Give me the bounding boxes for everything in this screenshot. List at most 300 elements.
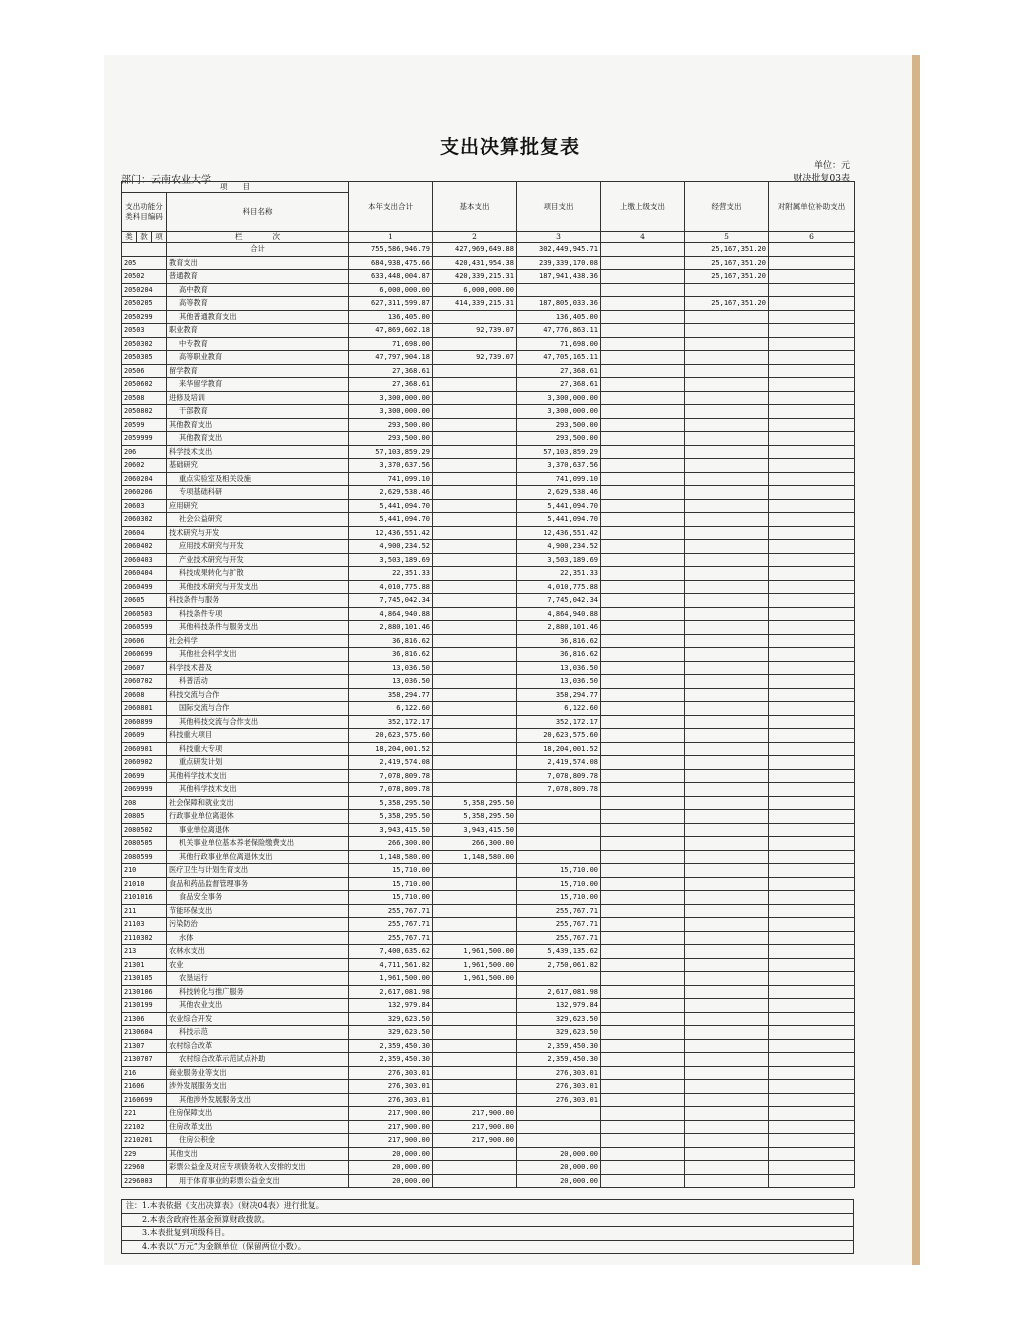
total-cell: 255,767.71	[349, 918, 433, 932]
subsidy-cell	[769, 877, 855, 891]
code-cell: 2060403	[122, 553, 167, 567]
basic-cell	[433, 742, 517, 756]
subsidy-cell	[769, 931, 855, 945]
total-cell: 5,358,295.50	[349, 796, 433, 810]
basic-cell	[433, 499, 517, 513]
table-row	[122, 675, 855, 689]
subsidy-cell	[769, 621, 855, 635]
subject-name-cell: 农业	[167, 958, 349, 972]
table-row	[122, 391, 855, 405]
subsidy-cell	[769, 1080, 855, 1094]
basic-cell	[433, 405, 517, 419]
total-cell: 71,698.00	[349, 337, 433, 351]
total-cell: 47,797,904.18	[349, 351, 433, 365]
project-cell	[517, 1120, 601, 1134]
code-cell: 2060702	[122, 675, 167, 689]
subsidy-cell	[769, 432, 855, 446]
total-cell: 13,036.50	[349, 661, 433, 675]
subsidy-cell	[769, 1066, 855, 1080]
table-row	[122, 540, 855, 554]
upper-cell	[601, 432, 685, 446]
business-cell	[685, 958, 769, 972]
subject-name-cell: 科技转化与推广服务	[167, 985, 349, 999]
subsidy-cell	[769, 675, 855, 689]
upper-cell	[601, 985, 685, 999]
business-cell	[685, 1147, 769, 1161]
business-cell	[685, 999, 769, 1013]
basic-cell	[433, 1161, 517, 1175]
upper-cell	[601, 243, 685, 257]
project-cell: 239,339,170.08	[517, 256, 601, 270]
total-cell: 6,000,000.00	[349, 283, 433, 297]
subsidy-cell	[769, 702, 855, 716]
upper-cell	[601, 891, 685, 905]
business-cell	[685, 364, 769, 378]
table-row	[122, 810, 855, 824]
basic-cell	[433, 1066, 517, 1080]
table-row	[122, 904, 855, 918]
project-cell: 20,623,575.60	[517, 729, 601, 743]
subsidy-cell	[769, 1120, 855, 1134]
project-cell: 187,941,438.36	[517, 270, 601, 284]
subject-name-cell: 其他社会科学支出	[167, 648, 349, 662]
total-cell: 329,623.50	[349, 1026, 433, 1040]
business-cell: 25,167,351.20	[685, 270, 769, 284]
upper-cell	[601, 621, 685, 635]
code-cell: 2050802	[122, 405, 167, 419]
subject-name-cell: 国际交流与合作	[167, 702, 349, 716]
business-cell	[685, 1066, 769, 1080]
subject-name-cell: 产业技术研究与开发	[167, 553, 349, 567]
subject-name-cell: 其他科学技术支出	[167, 769, 349, 783]
business-cell	[685, 985, 769, 999]
project-cell	[517, 810, 601, 824]
basic-cell	[433, 756, 517, 770]
project-cell	[517, 972, 601, 986]
total-cell: 6,122.60	[349, 702, 433, 716]
total-cell: 36,816.62	[349, 648, 433, 662]
basic-cell	[433, 999, 517, 1013]
subject-name-cell: 应用研究	[167, 499, 349, 513]
project-cell: 293,500.00	[517, 418, 601, 432]
subsidy-cell	[769, 661, 855, 675]
subsidy-cell	[769, 540, 855, 554]
subsidy-cell	[769, 715, 855, 729]
upper-cell	[601, 459, 685, 473]
table-row	[122, 1120, 855, 1134]
total-cell: 358,294.77	[349, 688, 433, 702]
header-basic: 基本支出	[433, 182, 517, 232]
table-row	[122, 432, 855, 446]
code-cell: 211	[122, 904, 167, 918]
subsidy-cell	[769, 391, 855, 405]
subsidy-cell	[769, 310, 855, 324]
subsidy-cell	[769, 1026, 855, 1040]
total-cell: 5,441,094.70	[349, 499, 433, 513]
header-subsidy: 对附属单位补助支出	[769, 182, 855, 232]
subsidy-cell	[769, 972, 855, 986]
col-num-5: 5	[685, 232, 769, 243]
subsidy-cell	[769, 324, 855, 338]
table-row	[122, 378, 855, 392]
subject-name-cell: 污染防治	[167, 918, 349, 932]
business-cell	[685, 648, 769, 662]
code-cell: 20609	[122, 729, 167, 743]
code-cell: 20508	[122, 391, 167, 405]
subsidy-cell	[769, 1161, 855, 1175]
upper-cell	[601, 1134, 685, 1148]
business-cell	[685, 378, 769, 392]
total-cell: 57,103,859.29	[349, 445, 433, 459]
table-row	[122, 1053, 855, 1067]
paper-edge	[912, 55, 920, 1265]
table-row	[122, 1080, 855, 1094]
subsidy-cell	[769, 648, 855, 662]
header-business: 经营支出	[685, 182, 769, 232]
table-row	[122, 351, 855, 365]
subject-name-cell: 高等职业教育	[167, 351, 349, 365]
table-row	[122, 621, 855, 635]
business-cell	[685, 1174, 769, 1188]
total-cell: 3,370,637.56	[349, 459, 433, 473]
total-cell: 20,000.00	[349, 1161, 433, 1175]
business-cell	[685, 783, 769, 797]
subsidy-cell	[769, 823, 855, 837]
code-cell: 208	[122, 796, 167, 810]
business-cell	[685, 823, 769, 837]
basic-cell	[433, 418, 517, 432]
upper-cell	[601, 688, 685, 702]
subsidy-cell	[769, 999, 855, 1013]
total-cell: 36,816.62	[349, 634, 433, 648]
subject-name-cell: 涉外发展服务支出	[167, 1080, 349, 1094]
upper-cell	[601, 769, 685, 783]
upper-cell	[601, 337, 685, 351]
project-cell: 4,900,234.52	[517, 540, 601, 554]
basic-cell: 420,431,954.38	[433, 256, 517, 270]
business-cell	[685, 972, 769, 986]
upper-cell	[601, 796, 685, 810]
basic-cell: 414,339,215.31	[433, 297, 517, 311]
table-row	[122, 1066, 855, 1080]
upper-cell	[601, 297, 685, 311]
business-cell	[685, 283, 769, 297]
upper-cell	[601, 877, 685, 891]
project-cell: 302,449,945.71	[517, 243, 601, 257]
col-num-3: 3	[517, 232, 601, 243]
subject-name-cell: 基础研究	[167, 459, 349, 473]
table-row	[122, 1026, 855, 1040]
header-project: 项目支出	[517, 182, 601, 232]
subsidy-cell	[769, 850, 855, 864]
basic-cell	[433, 553, 517, 567]
total-cell: 3,503,189.69	[349, 553, 433, 567]
upper-cell	[601, 931, 685, 945]
upper-cell	[601, 256, 685, 270]
subject-name-cell: 其他农业支出	[167, 999, 349, 1013]
code-cell: 20506	[122, 364, 167, 378]
basic-cell	[433, 513, 517, 527]
subject-name-cell: 农业综合开发	[167, 1012, 349, 1026]
subsidy-cell	[769, 405, 855, 419]
project-cell: 15,710.00	[517, 864, 601, 878]
code-cell: 2296003	[122, 1174, 167, 1188]
subject-name-cell: 普通教育	[167, 270, 349, 284]
subsidy-cell	[769, 945, 855, 959]
business-cell	[685, 499, 769, 513]
note-1: 注：1.本表依据《支出决算表》（财决04表）进行批复。	[121, 1199, 854, 1214]
upper-cell	[601, 1174, 685, 1188]
code-cell: 2050299	[122, 310, 167, 324]
code-cell: 2130199	[122, 999, 167, 1013]
total-cell: 20,623,575.60	[349, 729, 433, 743]
business-cell	[685, 931, 769, 945]
basic-cell	[433, 634, 517, 648]
code-cell: 20605	[122, 594, 167, 608]
upper-cell	[601, 850, 685, 864]
table-row	[122, 850, 855, 864]
total-cell: 741,099.10	[349, 472, 433, 486]
subject-name-cell: 重点研发计划	[167, 756, 349, 770]
total-cell: 7,078,809.78	[349, 783, 433, 797]
basic-cell	[433, 891, 517, 905]
upper-cell	[601, 270, 685, 284]
subsidy-cell	[769, 1012, 855, 1026]
basic-cell	[433, 607, 517, 621]
upper-cell	[601, 1039, 685, 1053]
page-title: 支出决算批复表	[439, 136, 580, 158]
code-cell: 216	[122, 1066, 167, 1080]
code-cell: 2060801	[122, 702, 167, 716]
subject-name-cell: 农村综合改革示范试点补助	[167, 1053, 349, 1067]
table-row	[122, 931, 855, 945]
basic-cell: 5,358,295.50	[433, 796, 517, 810]
subject-name-cell: 其他支出	[167, 1147, 349, 1161]
code-cell: 206	[122, 445, 167, 459]
table-row	[122, 1039, 855, 1053]
subject-name-cell: 社会保障和就业支出	[167, 796, 349, 810]
project-cell: 18,204,001.52	[517, 742, 601, 756]
basic-cell	[433, 432, 517, 446]
project-cell: 27,368.61	[517, 364, 601, 378]
upper-cell	[601, 648, 685, 662]
table-row	[122, 405, 855, 419]
project-cell: 329,623.50	[517, 1012, 601, 1026]
table-row	[122, 891, 855, 905]
total-cell: 255,767.71	[349, 931, 433, 945]
upper-cell	[601, 729, 685, 743]
basic-cell	[433, 337, 517, 351]
upper-cell	[601, 783, 685, 797]
business-cell	[685, 553, 769, 567]
total-cell: 627,311,599.87	[349, 297, 433, 311]
subject-name-cell: 节能环保支出	[167, 904, 349, 918]
total-cell: 132,979.84	[349, 999, 433, 1013]
total-cell: 633,448,004.87	[349, 270, 433, 284]
header-func-code: 支出功能分类科目编码	[122, 193, 167, 232]
subject-name-cell: 其他科学技术支出	[167, 783, 349, 797]
upper-cell	[601, 634, 685, 648]
basic-cell	[433, 526, 517, 540]
upper-cell	[601, 1026, 685, 1040]
subsidy-cell	[769, 499, 855, 513]
upper-cell	[601, 1120, 685, 1134]
upper-cell	[601, 702, 685, 716]
subsidy-cell	[769, 783, 855, 797]
code-cell: 2060901	[122, 742, 167, 756]
upper-cell	[601, 526, 685, 540]
basic-cell	[433, 918, 517, 932]
subsidy-cell	[769, 729, 855, 743]
subject-name-cell: 其他科技交流与合作支出	[167, 715, 349, 729]
upper-cell	[601, 324, 685, 338]
project-cell: 187,805,033.36	[517, 297, 601, 311]
business-cell	[685, 1107, 769, 1121]
upper-cell	[601, 351, 685, 365]
basic-cell	[433, 1080, 517, 1094]
table-row	[122, 756, 855, 770]
subsidy-cell	[769, 567, 855, 581]
project-cell: 276,303.01	[517, 1093, 601, 1107]
subject-name-cell: 用于体育事业的彩票公益金支出	[167, 1174, 349, 1188]
total-cell: 2,629,538.46	[349, 486, 433, 500]
expenditure-table	[121, 181, 855, 1188]
project-cell: 5,441,094.70	[517, 513, 601, 527]
project-cell: 2,359,450.30	[517, 1039, 601, 1053]
table-row	[122, 742, 855, 756]
business-cell	[685, 877, 769, 891]
code-cell	[122, 243, 167, 257]
total-cell: 4,864,940.88	[349, 607, 433, 621]
subsidy-cell	[769, 472, 855, 486]
basic-cell	[433, 1053, 517, 1067]
code-cell: 2080599	[122, 850, 167, 864]
subject-name-cell: 事业单位离退休	[167, 823, 349, 837]
upper-cell	[601, 283, 685, 297]
project-cell: 13,036.50	[517, 661, 601, 675]
col-num-6: 6	[769, 232, 855, 243]
code-cell: 21010	[122, 877, 167, 891]
business-cell	[685, 810, 769, 824]
subject-name-cell: 科技成果转化与扩散	[167, 567, 349, 581]
subject-name-cell: 其他技术研究与开发支出	[167, 580, 349, 594]
subsidy-cell	[769, 486, 855, 500]
table-row	[122, 297, 855, 311]
subject-name-cell: 高中教育	[167, 283, 349, 297]
upper-cell	[601, 756, 685, 770]
basic-cell	[433, 310, 517, 324]
project-cell: 20,000.00	[517, 1147, 601, 1161]
upper-cell	[601, 553, 685, 567]
subsidy-cell	[769, 445, 855, 459]
table-row	[122, 283, 855, 297]
subject-name-cell: 合计	[167, 243, 349, 257]
subject-name-cell: 商业服务业等支出	[167, 1066, 349, 1080]
table-row	[122, 729, 855, 743]
total-cell: 27,368.61	[349, 378, 433, 392]
total-cell: 7,745,042.34	[349, 594, 433, 608]
code-cell: 2069999	[122, 783, 167, 797]
basic-cell: 217,900.00	[433, 1120, 517, 1134]
project-cell: 7,078,809.78	[517, 769, 601, 783]
table-row	[122, 661, 855, 675]
subject-name-cell: 社会科学	[167, 634, 349, 648]
total-cell: 7,078,809.78	[349, 769, 433, 783]
upper-cell	[601, 580, 685, 594]
subsidy-cell	[769, 594, 855, 608]
subject-name-cell: 教育支出	[167, 256, 349, 270]
business-cell	[685, 1039, 769, 1053]
project-cell: 6,122.60	[517, 702, 601, 716]
business-cell	[685, 405, 769, 419]
business-cell	[685, 715, 769, 729]
table-row	[122, 1134, 855, 1148]
code-cell: 2060204	[122, 472, 167, 486]
project-cell: 358,294.77	[517, 688, 601, 702]
code-cell: 2060902	[122, 756, 167, 770]
subject-name-cell: 其他教育支出	[167, 418, 349, 432]
business-cell	[685, 391, 769, 405]
business-cell	[685, 526, 769, 540]
table-row	[122, 1147, 855, 1161]
subject-name-cell: 水体	[167, 931, 349, 945]
subsidy-cell	[769, 364, 855, 378]
business-cell	[685, 904, 769, 918]
basic-cell: 420,339,215.31	[433, 270, 517, 284]
total-cell: 3,300,000.00	[349, 405, 433, 419]
subsidy-cell	[769, 756, 855, 770]
business-cell: 25,167,351.20	[685, 256, 769, 270]
code-cell: 205	[122, 256, 167, 270]
subsidy-cell	[769, 283, 855, 297]
basic-cell	[433, 1093, 517, 1107]
business-cell	[685, 837, 769, 851]
subject-name-cell: 食品安全事务	[167, 891, 349, 905]
table-row	[122, 1107, 855, 1121]
basic-cell	[433, 621, 517, 635]
code-cell: 2060499	[122, 580, 167, 594]
project-cell: 4,864,940.88	[517, 607, 601, 621]
project-cell: 276,303.01	[517, 1080, 601, 1094]
project-cell: 5,441,094.70	[517, 499, 601, 513]
code-cell: 2060404	[122, 567, 167, 581]
total-cell: 293,500.00	[349, 432, 433, 446]
total-cell: 27,368.61	[349, 364, 433, 378]
code-cell: 2060899	[122, 715, 167, 729]
table-row	[122, 796, 855, 810]
subsidy-cell	[769, 553, 855, 567]
code-cell: 2110302	[122, 931, 167, 945]
business-cell	[685, 1093, 769, 1107]
business-cell: 25,167,351.20	[685, 297, 769, 311]
table-row	[122, 594, 855, 608]
upper-cell	[601, 1066, 685, 1080]
subject-name-cell: 重点实验室及相关设施	[167, 472, 349, 486]
subsidy-cell	[769, 742, 855, 756]
table-row	[122, 1093, 855, 1107]
total-cell: 266,300.00	[349, 837, 433, 851]
note-2: 2.本表含政府性基金预算财政拨款。	[121, 1214, 854, 1228]
subject-name-cell: 科技条件与服务	[167, 594, 349, 608]
basic-cell: 1,148,580.00	[433, 850, 517, 864]
project-cell: 12,436,551.42	[517, 526, 601, 540]
business-cell	[685, 432, 769, 446]
subsidy-cell	[769, 526, 855, 540]
basic-cell: 6,000,000.00	[433, 283, 517, 297]
table-row	[122, 499, 855, 513]
basic-cell	[433, 1174, 517, 1188]
code-cell: 2101016	[122, 891, 167, 905]
